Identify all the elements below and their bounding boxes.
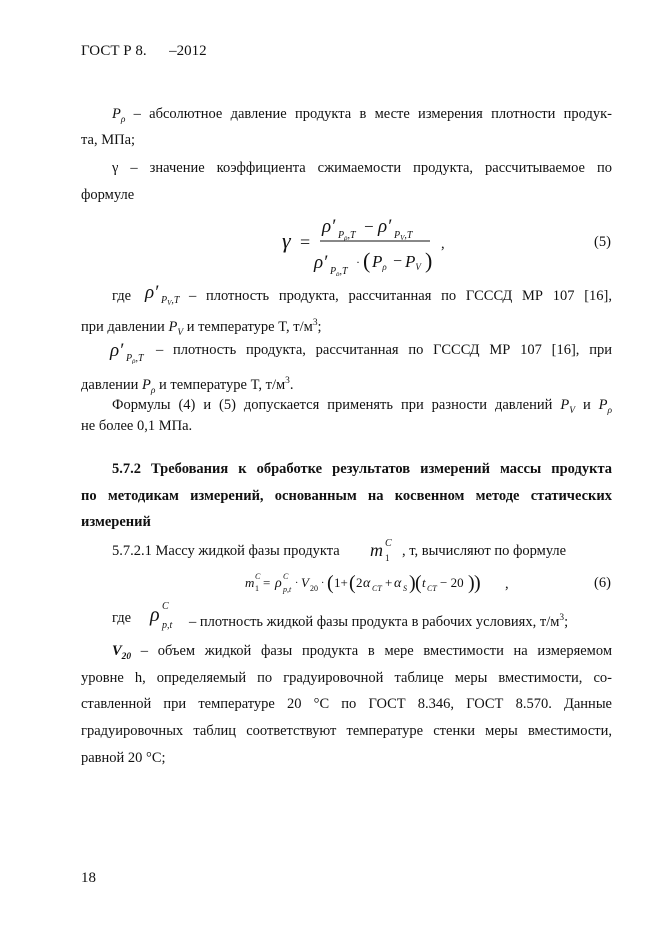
svg-text:(: ( xyxy=(363,248,371,273)
svg-text:ρ′: ρ′ xyxy=(378,216,392,237)
svg-text:CT: CT xyxy=(372,584,382,593)
svg-text:C: C xyxy=(385,538,392,549)
svg-text:− 20: − 20 xyxy=(440,575,464,590)
text-line: не более 0,1 МПа. xyxy=(81,418,193,434)
text-line: формуле xyxy=(81,187,135,203)
svg-text:PV,T: $P_V,T$ xyxy=(161,295,180,306)
svg-text:1: 1 xyxy=(385,553,390,563)
svg-text:C: C xyxy=(283,572,289,581)
text-fragment: и xyxy=(582,397,591,413)
symbol-m1c xyxy=(368,534,402,564)
symbol-p-rho: $P_\rho$ xyxy=(142,376,156,396)
svg-text:PV,T: $P_V,T$ xyxy=(394,230,413,242)
section-heading: измерений xyxy=(81,514,151,530)
text-line: 5.7.2.1 Массу жидкой фазы продукта xyxy=(112,543,340,559)
symbol-p-rho: $P_\rho$ xyxy=(598,397,613,416)
svg-text:V: V xyxy=(301,575,309,590)
formula-comma: , xyxy=(505,576,509,592)
equation-number-5: (5) xyxy=(594,234,611,250)
text-line: давлении $P_\rho$ и температуре T, $т/м^3$. xyxy=(81,376,294,396)
svg-text:·: · xyxy=(295,578,299,589)
svg-text:=: = xyxy=(263,575,271,590)
svg-text:1+: 1+ xyxy=(334,575,348,590)
section-heading: 5.7.2 Требования к обработке результатов измерений массы продукта xyxy=(112,461,612,477)
svg-text:Pρ,T: $P_\rho,T$ xyxy=(338,230,356,242)
svg-text:+: + xyxy=(385,575,393,590)
page-number: 18 xyxy=(81,870,96,886)
svg-text:C: C xyxy=(162,601,169,612)
svg-text:C: C xyxy=(255,572,261,581)
svg-text:ρ′: ρ′ xyxy=(110,340,124,361)
text-fragment: – объем жидкой фазы продукта в мере вместимости на измеряемом xyxy=(140,643,613,659)
paragraph-v20 xyxy=(112,642,612,666)
text-fragment: и температуре T, т/м xyxy=(186,318,313,335)
text-line: равной 20 °С; xyxy=(81,750,166,766)
svg-text:(: ( xyxy=(349,572,356,594)
svg-text:ρ: ρ xyxy=(275,576,282,591)
svg-text:(: ( xyxy=(327,572,334,594)
text-fragment: Формулы (4) и (5) допускается применять при разности давлений xyxy=(112,397,553,413)
text-line: γ – значение коэффициента сжимаемости продукта, рассчитываемое по xyxy=(112,160,612,176)
svg-text:m: m xyxy=(370,540,383,560)
text-line: та, МПа; xyxy=(81,132,136,148)
svg-text:Pρ: Pρ xyxy=(372,252,387,272)
svg-text:t: t xyxy=(422,575,426,590)
svg-text:γ: γ xyxy=(282,228,291,253)
text-line: – абсолютное давление продукта в месте измерения плотности продук- xyxy=(133,106,613,122)
svg-text:): ) xyxy=(468,572,475,594)
equation-number-6: (6) xyxy=(594,575,611,591)
svg-text:CT: CT xyxy=(427,584,437,593)
svg-text:p,t: p,t xyxy=(162,620,173,631)
paragraph-p-rho xyxy=(112,105,612,129)
superscript-3: 3 xyxy=(285,376,290,386)
svg-text:1: 1 xyxy=(255,584,259,593)
symbol-rho-pv-t xyxy=(143,276,187,306)
text-line: – плотность жидкой фазы продукта в рабочих условиях, $т/м^3$; xyxy=(189,613,569,630)
text-line: градуировочных таблиц соответствуют температуре стенки меры вместимости, xyxy=(81,723,612,739)
svg-text:Pρ,T: $P_\rho,T$ xyxy=(330,266,348,276)
document-header: ГОСТ Р 8. –2012 xyxy=(81,43,207,59)
svg-text:Pρ,T: $P_\rho,T$ xyxy=(126,353,144,364)
svg-text:): ) xyxy=(474,572,481,594)
svg-text:ρ′: ρ′ xyxy=(322,216,336,237)
svg-text:): ) xyxy=(425,248,433,273)
svg-text:20: 20 xyxy=(310,584,318,593)
superscript-3: 3 xyxy=(559,613,565,623)
svg-text:): ) xyxy=(409,572,416,594)
text-line: уровне h, определяемый по градуировочной таблице меры вместимости, со- xyxy=(81,670,612,686)
svg-text:p,t: p,t xyxy=(283,585,292,594)
text-fragment: давлении xyxy=(81,376,139,393)
svg-text:ρ: ρ xyxy=(150,604,160,626)
text-line: ставленной при температуре 20 °С по ГОСТ 8.346, ГОСТ 8.570. Данные xyxy=(81,696,612,712)
symbol-p-v: $P_V$ xyxy=(560,397,575,416)
superscript-3: 3 xyxy=(312,318,318,328)
text-fragment: и температуре T, т/м xyxy=(159,376,286,393)
svg-text:PV: PV xyxy=(405,252,421,272)
text-fragment: – плотность жидкой фазы продукта в рабочих условиях, т/м xyxy=(189,613,560,630)
symbol-v20: $V_{20}$ xyxy=(112,643,132,662)
where-label: где xyxy=(112,288,132,304)
svg-text:(: ( xyxy=(415,572,422,594)
text-fragment: при давлении xyxy=(81,318,165,335)
text-line: – плотность продукта, рассчитанная по ГСССД МР 107 [16], при xyxy=(156,342,612,358)
svg-text:−: − xyxy=(364,217,374,236)
symbol-rho-c-pt xyxy=(148,598,182,632)
formula-5 xyxy=(280,208,460,276)
text-line: – плотность продукта, рассчитанная по ГСССД МР 107 [16], xyxy=(189,288,612,304)
svg-text:·: · xyxy=(356,255,360,269)
symbol-rho-prho-t xyxy=(108,334,152,364)
section-heading: по методикам измерений, основанным на косвенном методе статических xyxy=(81,488,612,504)
svg-text:S: S xyxy=(403,584,407,593)
text-line: при давлении $P_V$ и температуре T, $т/м^3$; xyxy=(81,318,322,338)
formula-comma: , xyxy=(441,236,445,252)
svg-text:α: α xyxy=(363,576,371,591)
symbol-p-v: $P_V$ xyxy=(168,318,184,338)
svg-text:2: 2 xyxy=(356,575,363,590)
svg-text:−: − xyxy=(393,253,403,270)
svg-text:ρ′: ρ′ xyxy=(145,282,159,303)
svg-text:=: = xyxy=(300,232,311,252)
symbol-p-rho: $P_\rho$ xyxy=(112,106,126,125)
svg-text:·: · xyxy=(321,578,325,589)
svg-text:ρ′: ρ′ xyxy=(314,252,328,273)
svg-text:α: α xyxy=(394,576,402,591)
svg-text:m: m xyxy=(245,575,255,590)
text-line: , т, вычисляют по формуле xyxy=(402,543,567,559)
formula-6 xyxy=(243,568,503,600)
where-label: где xyxy=(112,610,132,626)
